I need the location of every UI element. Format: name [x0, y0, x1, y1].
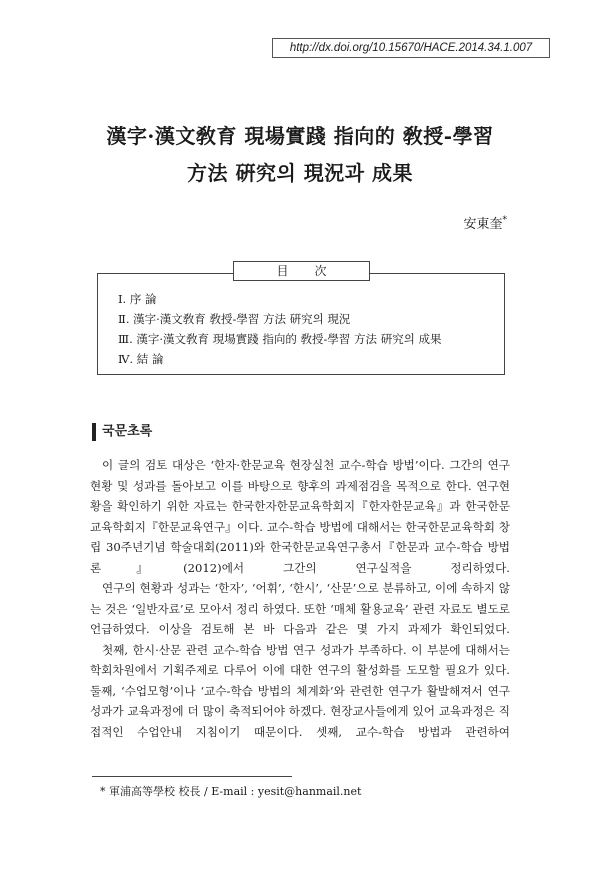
toc-item: Ⅰ. 序 論 [118, 292, 157, 306]
doi-link[interactable]: http://dx.doi.org/10.15670/HACE.2014.34.1.007 [272, 38, 550, 58]
toc-item: Ⅱ. 漢字·漢文敎育 敎授-學習 方法 硏究의 現況 [118, 312, 351, 326]
author-name: 安東奎 [463, 217, 503, 232]
author-footnote-mark: * [502, 215, 507, 226]
article-title-line-1: 漢字·漢文敎育 現場實踐 指向的 敎授-學習 [106, 124, 494, 148]
footnote-divider [92, 776, 292, 777]
toc-item: Ⅳ. 結 論 [118, 352, 164, 366]
abstract-paragraph: 첫째, 한시·산문 관련 교수-학습 방법 연구 성과가 부족하다. 이 부분에 대해서는 학회차원에서 기획주제로 다루어 이에 대한 연구의 활성화를 도모할 필요가 있다. 둘째, ‘수업모형’이나 ‘교수-학습 방법의 체계화’와 관련한 연구가 활발해져서 연구성과가 교육과정에 더 많이 축적되어야 하겠다. 현장교사들에게 있어 교육과정은 직접적인 수업안내 지침이기 때문이다. 셋째, 교수-학습 방법과 관련하여 [90, 642, 510, 739]
article-title-line-2: 方法 硏究의 現況과 成果 [186, 161, 414, 185]
abstract-paragraph: 연구의 현황과 성과는 ‘한자’, ‘어휘’, ‘한시’, ‘산문’으로 분류하고, 이에 속하지 않는 것은 ‘일반자료’로 모아서 정리 하였다. 또한 ‘매체 활용교육’ 관련 자료도 별도로 언급하였다. 이상을 검토해 본 바 다음과 같은 몇 가지 과제가 확인되었다. [90, 581, 510, 636]
abstract-paragraph: 이 글의 검토 대상은 ‘한자·한문교육 현장실천 교수-학습 방법’이다. 그간의 연구현황 및 성과를 돌아보고 이를 바탕으로 향후의 과제점검을 목적으로 한다. 연구현황을 확인하기 위한 자료는 한국한자한문교육학회지『한자한문교육』과 한국한문교육학회지『한문교육연구』이다. 교수-학습 방법에 대해서는 한국한문교육학회 창립 30주년기념 학술대회(2011)와 한국한문교육연구총서『한문과 교수-학습 방법론』(2012)에서 그간의 연구실적을 정리하였다. [90, 458, 510, 575]
toc-list [118, 289, 441, 369]
author [463, 213, 507, 232]
table-of-contents [97, 264, 505, 375]
toc-item: Ⅲ. 漢字·漢文敎育 現場實踐 指向的 敎授-學習 方法 硏究의 成果 [118, 332, 442, 346]
abstract-heading: 국문초록 [92, 423, 152, 441]
footnote: * 軍浦高等學校 校長 / E-mail : yesit@hanmail.net [100, 785, 362, 798]
toc-heading: 目次 [233, 261, 370, 281]
abstract-body [90, 455, 510, 742]
